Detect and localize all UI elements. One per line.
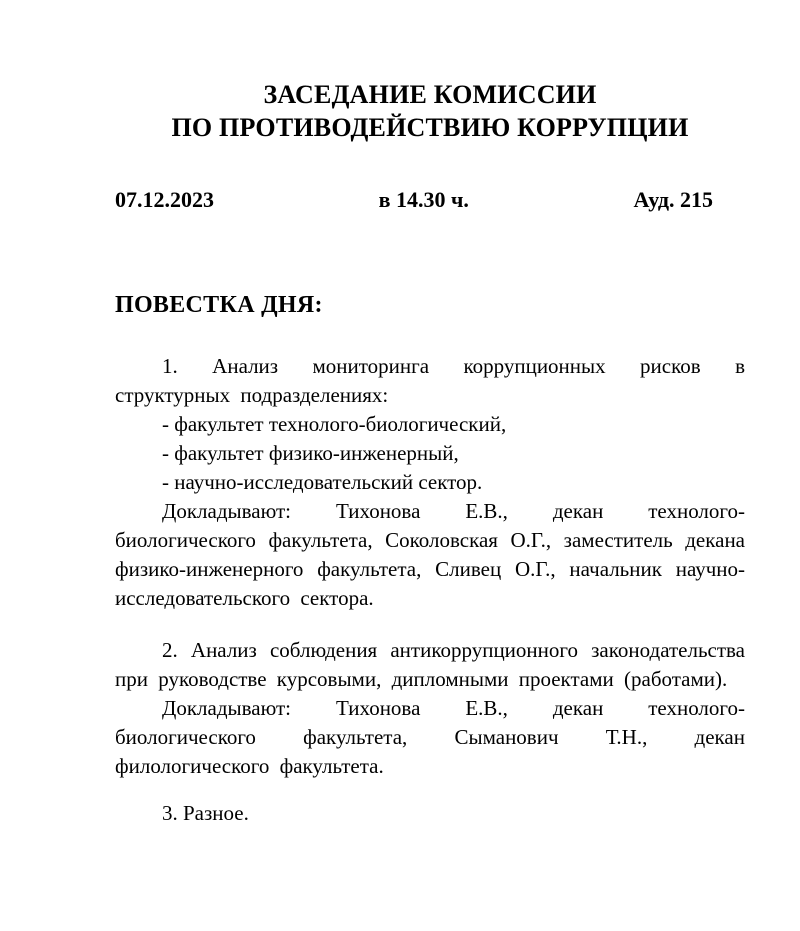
meeting-room: Ауд. 215	[633, 187, 713, 212]
agenda-item-1-subitem-2: - факультет физико-инженерный,	[162, 441, 459, 465]
document-title	[115, 78, 745, 144]
meta-row	[115, 185, 745, 214]
meeting-time: в 14.30 ч.	[378, 187, 469, 212]
agenda-item-3-text: 3. Разное.	[162, 801, 249, 825]
title-line-2: ПО ПРОТИВОДЕЙСТВИЮ КОРРУПЦИИ	[171, 113, 689, 142]
title-line-1: ЗАСЕДАНИЕ КОМИССИИ	[263, 80, 597, 109]
agenda-item-1-subitem-3: - научно-исследовательский сектор.	[162, 470, 483, 494]
agenda-heading: ПОВЕСТКА ДНЯ:	[115, 292, 323, 318]
agenda-item-1-text: 1. Анализ мониторинга коррупционных рисков в структурных подразделениях:	[115, 354, 745, 407]
agenda-item-2-speakers: Докладывают: Тихонова Е.В., декан технолого-биологического факультета, Сыманович Т.Н., декан филологического факультета.	[115, 696, 745, 778]
agenda-item-1-subitem-1: - факультет технолого-биологический,	[162, 412, 507, 436]
agenda-item-1-speakers: Докладывают: Тихонова Е.В., декан технолого-биологического факультета, Соколовская О.Г., заместитель декана физико-инженерного факультета, Сливец О.Г., начальник научно-исследовательского сектора.	[115, 499, 745, 610]
agenda-item-2-text: 2. Анализ соблюдения антикоррупционного законодательства при руководстве курсовыми, дипломными проектами (работами).	[115, 638, 745, 691]
meeting-date: 07.12.2023	[115, 187, 214, 212]
